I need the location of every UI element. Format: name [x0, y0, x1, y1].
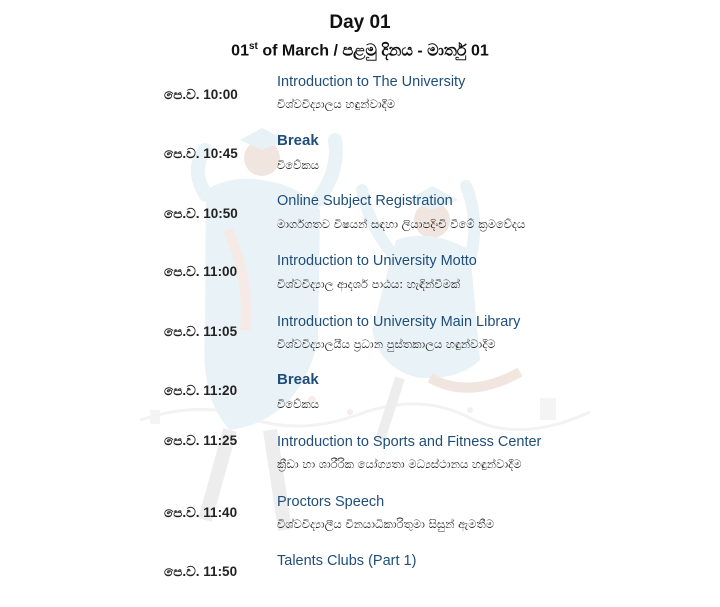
schedule-item — [0, 192, 720, 248]
schedule-subtitle: මාර්ගගතව විෂයන් සඳහා ලියාපදිංචි වීමේ ක්‍රමවේදය — [277, 217, 526, 231]
schedule-time: පෙ.ව. 11:40 — [164, 505, 238, 520]
schedule-time: පෙ.ව. 11:05 — [164, 324, 238, 339]
schedule-title: Talents Clubs (Part 1) — [277, 553, 417, 569]
schedule-time: පෙ.ව. 10:50 — [164, 206, 238, 221]
schedule-item — [0, 72, 720, 128]
schedule-title: Break — [277, 132, 319, 149]
schedule-title: Introduction to The University — [277, 74, 466, 90]
schedule-time: පෙ.ව. 11:00 — [164, 264, 238, 279]
date-text: of March / පළමු දිනය - මාර්තු 01 — [257, 42, 489, 60]
schedule-time: පෙ.ව. 10:45 — [164, 146, 238, 161]
schedule-subtitle: විශ්වවිද්‍යාලීය විනයාධිකාරිතුමා සිසුන් ඇමතීම — [277, 517, 495, 531]
schedule-subtitle: විවේකය — [277, 158, 319, 172]
schedule-item — [0, 252, 720, 308]
schedule-title: Introduction to Sports and Fitness Center — [277, 434, 542, 450]
schedule-title: Introduction to University Main Library — [277, 314, 521, 330]
schedule-item — [0, 492, 720, 548]
schedule-item — [0, 432, 720, 488]
schedule-item — [0, 551, 720, 607]
schedule-title: Proctors Speech — [277, 494, 385, 510]
schedule-subtitle: විශ්වවිද්‍යාල ආදර්ශ පාඨය: හැඳින්වීමක් — [277, 277, 461, 291]
date-number: 01 — [231, 42, 249, 60]
schedule-item — [0, 371, 720, 427]
schedule-time: පෙ.ව. 11:25 — [164, 433, 238, 448]
schedule-item — [0, 132, 720, 188]
schedule-title: Introduction to University Motto — [277, 253, 477, 269]
schedule-item — [0, 312, 720, 368]
schedule-time: පෙ.ව. 11:20 — [164, 383, 238, 398]
schedule-title: Online Subject Registration — [277, 193, 453, 209]
schedule-title: Break — [277, 371, 319, 388]
schedule-time: පෙ.ව. 11:50 — [164, 564, 238, 579]
date-ordinal: st — [248, 41, 258, 52]
schedule-subtitle: විශ්වවිද්‍යාලය හඳුන්වාදීම — [277, 97, 396, 111]
schedule-subtitle: විශ්වවිද්‍යාලයීය ප්‍රධාන පුස්තකාලය හඳුන්වාදීම — [277, 337, 496, 351]
schedule-subtitle: විවේකය — [277, 397, 319, 411]
schedule-subtitle: ක්‍රීඩා හා ශාරීරික යෝග්‍යතා මධ්‍යස්ථානය හඳුන්වාදීම — [277, 457, 522, 471]
day-title: Day 01 — [329, 12, 391, 33]
schedule-time: පෙ.ව. 10:00 — [164, 87, 238, 102]
